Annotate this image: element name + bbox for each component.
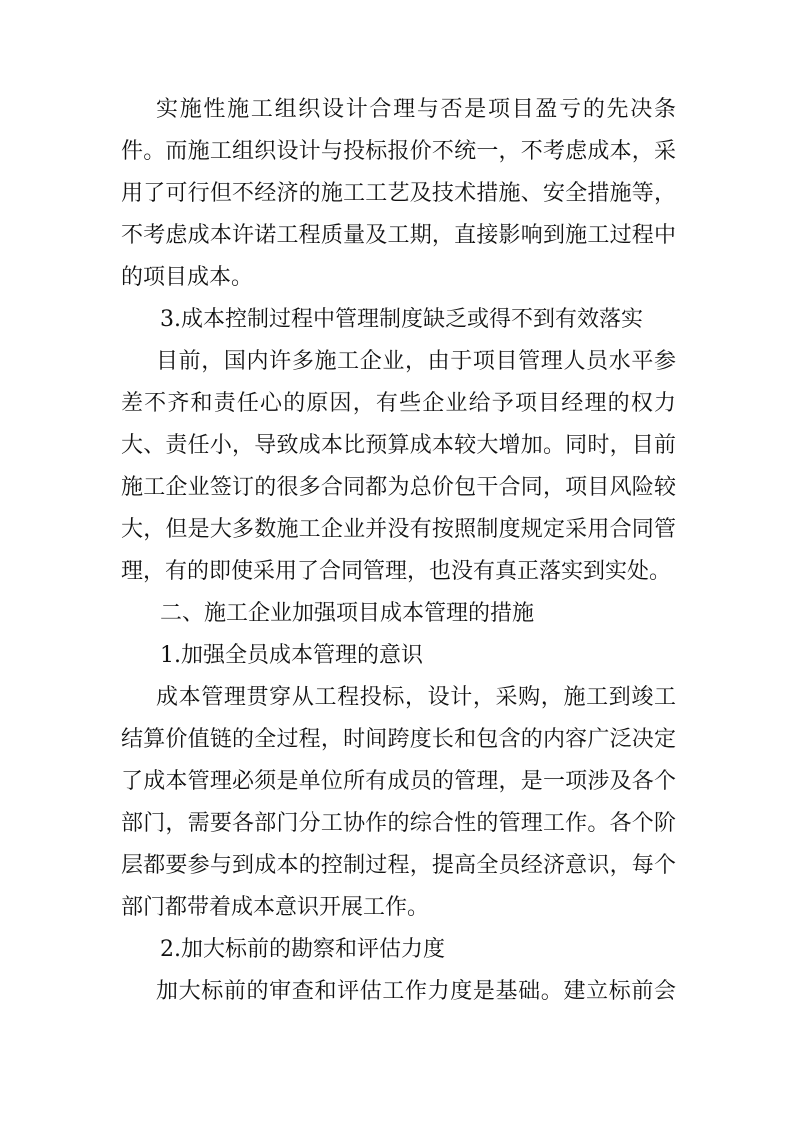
section-heading: 3.成本控制过程中管理制度缺乏或得不到有效落实: [160, 307, 643, 332]
section-heading: 2.加大标前的勘察和评估力度: [160, 937, 445, 962]
section-heading: 二、施工企业加强项目成本管理的措施: [160, 601, 535, 626]
section-heading: 1.加强全员成本管理的意识: [160, 643, 423, 668]
paragraph-line: 结算价值链的全过程，时间跨度长和包含的内容广泛决定: [121, 727, 676, 752]
paragraph-line: 实施性施工组织设计合理与否是项目盈亏的先决条: [156, 97, 676, 122]
paragraph-line: 件。而施工组织设计与投标报价不统一，不考虑成本，采: [121, 139, 676, 164]
paragraph-line: 部门都带着成本意识开展工作。: [121, 895, 430, 920]
paragraph-line: 了成本管理必须是单位所有成员的管理，是一项涉及各个: [121, 769, 676, 794]
paragraph-line: 理，有的即使采用了合同管理，也没有真正落实到实处。: [121, 559, 672, 584]
paragraph-line: 成本管理贯穿从工程投标，设计，采购，施工到竣工: [156, 685, 676, 710]
paragraph-line: 不考虑成本许诺工程质量及工期，直接影响到施工过程中: [121, 223, 676, 248]
paragraph-line: 大，但是大多数施工企业并没有按照制度规定采用合同管: [121, 517, 676, 542]
paragraph-line: 施工企业签订的很多合同都为总价包干合同，项目风险较: [121, 475, 676, 500]
paragraph-line: 加大标前的审查和评估工作力度是基础。建立标前会: [156, 979, 676, 1004]
paragraph-line: 差不齐和责任心的原因，有些企业给予项目经理的权力: [121, 391, 676, 416]
paragraph-line: 部门，需要各部门分工协作的综合性的管理工作。各个阶: [121, 811, 676, 836]
paragraph-line: 目前，国内许多施工企业，由于项目管理人员水平参: [156, 349, 676, 374]
paragraph-line: 的项目成本。: [121, 265, 254, 290]
paragraph-line: 大、责任小，导致成本比预算成本较大增加。同时，目前: [121, 433, 676, 458]
paragraph-line: 用了可行但不经济的施工工艺及技术措施、安全措施等，: [121, 181, 676, 206]
paragraph-line: 层都要参与到成本的控制过程，提高全员经济意识，每个: [121, 853, 676, 878]
